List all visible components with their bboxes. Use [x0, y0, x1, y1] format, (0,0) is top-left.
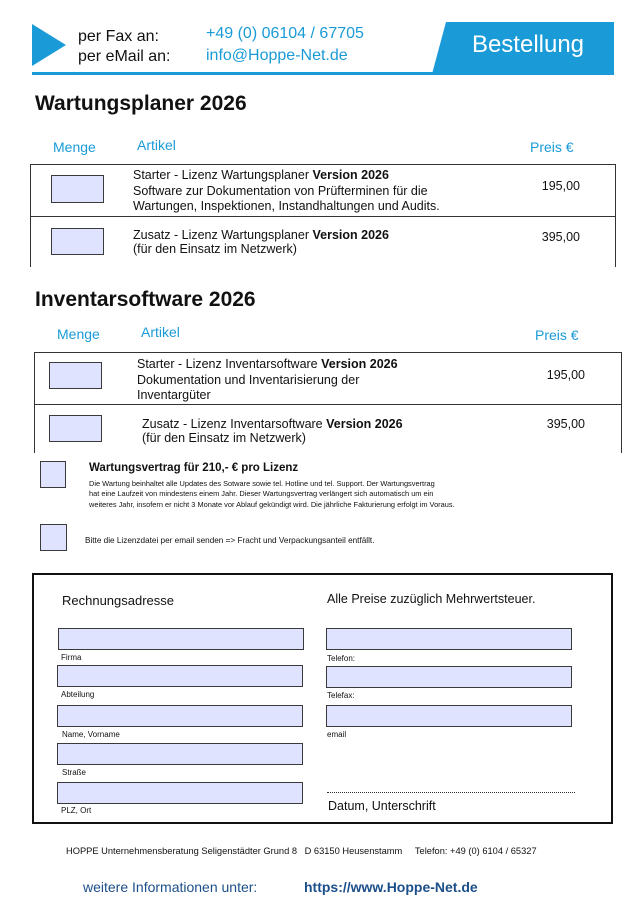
header-bar [0, 0, 640, 80]
col-item-header: Artikel [137, 137, 176, 153]
maintenance-desc-line: Die Wartung beinhaltet alle Updates des Sotware sowie tel. Hotline und tel. Support. Der Wartungsvertrag [89, 479, 435, 488]
phone-field[interactable] [326, 628, 572, 650]
item-title: Starter - Lizenz Wartungsplaner [133, 168, 313, 182]
col-qty-header: Menge [57, 326, 100, 342]
email-address[interactable]: info@Hoppe-Net.de [206, 47, 348, 64]
item-version: Version 2026 [312, 168, 389, 182]
email-field[interactable] [326, 705, 572, 727]
footer-address [66, 846, 537, 856]
table-border-right [621, 352, 622, 453]
street-field[interactable] [57, 743, 303, 765]
section-title-wartungsplaner: Wartungsplaner 2026 [35, 92, 247, 115]
item-desc: (für den Einsatz im Netzwerk) [133, 241, 297, 256]
footer-company: HOPPE Unternehmensberatung [66, 846, 199, 856]
footer-more-info: weitere Informationen unter: [83, 879, 258, 895]
item-desc: (für den Einsatz im Netzwerk) [142, 430, 306, 445]
table-row [133, 168, 513, 215]
qty-input-inventar-starter[interactable] [49, 362, 102, 389]
footer-street: Seligenstädter Grund 8 [201, 846, 298, 856]
table-border-left [34, 352, 35, 453]
signature-line[interactable] [327, 792, 575, 793]
fax-number: +49 (0) 06104 / 67705 [206, 25, 364, 42]
department-field[interactable] [57, 665, 303, 687]
maintenance-checkbox[interactable] [40, 461, 66, 488]
email-label-field: email [327, 730, 347, 739]
maintenance-title: Wartungsvertrag für 210,- € pro Lizenz [89, 462, 299, 474]
billing-heading: Rechnungsadresse [62, 593, 175, 608]
item-version: Version 2026 [312, 228, 389, 242]
fax-label: per Fax an: [78, 28, 159, 45]
item-version: Version 2026 [326, 417, 403, 431]
phone-label: Telefon: [327, 654, 356, 663]
table-border-top [30, 164, 616, 165]
fax-field[interactable] [326, 666, 572, 688]
maintenance-desc-line: weiteres Jahr, insofern er nicht 3 Monate vor Ablauf gekündigt wird. Die jährliche Fakturierung erfolgt im Voraus. [89, 499, 455, 509]
section-title-inventarsoftware: Inventarsoftware 2026 [35, 288, 256, 311]
qty-input-inventar-zusatz[interactable] [49, 415, 102, 442]
license-email-checkbox[interactable] [40, 524, 67, 551]
table-row-divider [30, 216, 616, 217]
item-price: 195,00 [546, 368, 585, 382]
city-label: PLZ, Ort [61, 806, 92, 815]
item-price: 195,00 [541, 179, 580, 193]
item-title: Zusatz - Lizenz Inventarsoftware [142, 417, 327, 431]
footer-city: D 63150 Heusenstamm [304, 846, 403, 856]
footer-website-link[interactable]: https://www.Hoppe-Net.de [304, 879, 478, 895]
item-title: Starter - Lizenz Inventarsoftware [137, 357, 322, 371]
col-price-header: Preis € [530, 139, 574, 155]
email-label: per eMail an: [78, 48, 171, 65]
name-label: Name, Vorname [62, 730, 120, 739]
company-label: Firma [61, 653, 82, 662]
col-price-header: Preis € [535, 327, 579, 343]
item-desc: Inventargüter [137, 388, 211, 402]
signature-label: Datum, Unterschrift [328, 799, 436, 813]
item-price: 395,00 [546, 417, 585, 431]
item-price: 395,00 [541, 230, 580, 244]
item-title: Zusatz - Lizenz Wartungsplaner [133, 228, 313, 242]
fax-label-field: Telefax: [327, 691, 355, 700]
order-badge: Bestellung [471, 31, 585, 58]
qty-input-wartung-starter[interactable] [51, 175, 104, 203]
qty-input-wartung-zusatz[interactable] [51, 228, 104, 255]
license-note: Bitte die Lizenzdatei per email senden => Fracht und Verpackungsanteil entfällt. [85, 536, 375, 545]
company-field[interactable] [58, 628, 304, 650]
table-row [133, 228, 513, 257]
item-version: Version 2026 [321, 357, 398, 371]
arrow-icon [32, 24, 66, 66]
maintenance-description [89, 479, 589, 510]
item-desc: Dokumentation und Inventarisierung der [137, 372, 360, 387]
table-border-top [34, 352, 622, 353]
item-desc: Wartungen, Inspektionen, Instandhaltungen und Audits. [133, 199, 440, 213]
table-row [137, 357, 517, 404]
table-row [142, 417, 522, 446]
name-field[interactable] [57, 705, 303, 727]
footer-phone: Telefon: +49 (0) 6104 / 65327 [414, 846, 537, 856]
col-qty-header: Menge [53, 139, 96, 155]
tax-note: Alle Preise zuzüglich Mehrwertsteuer. [327, 592, 536, 606]
street-label: Straße [62, 768, 87, 777]
item-desc: Software zur Dokumentation von Prüfterminen für die [133, 183, 428, 198]
department-label: Abteilung [61, 690, 95, 699]
table-row-divider [34, 404, 622, 405]
maintenance-desc-line: hat eine Laufzeit von mindestens einem Jahr. Dieser Wartungsvertrag verlängert sich automatisch um ein [89, 489, 434, 499]
col-item-header: Artikel [141, 324, 180, 340]
city-field[interactable] [57, 782, 303, 804]
